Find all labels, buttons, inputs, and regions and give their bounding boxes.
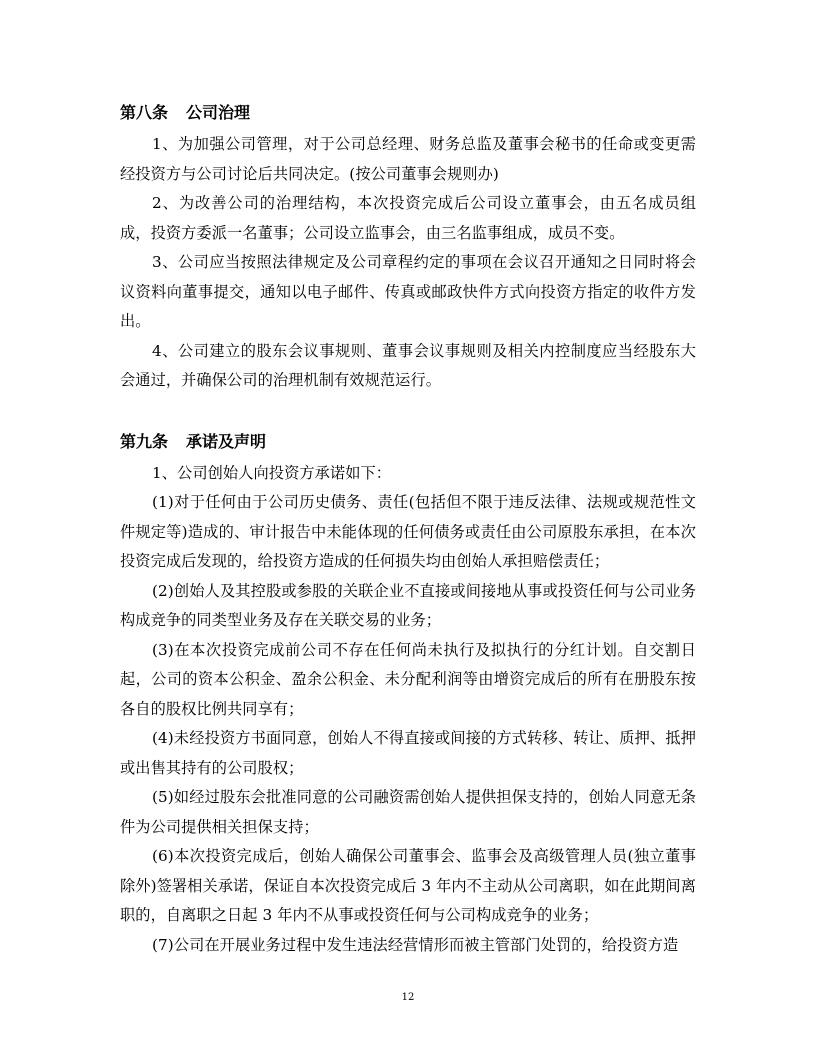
paragraph: 1、为加强公司管理，对于公司总经理、财务总监及董事会秘书的任命或变更需经投资方与公司讨论后共同决定。(按公司董事会规则办)	[120, 135, 696, 183]
paragraph: (2)创始人及其控股或参股的关联企业不直接或间接地从事或投资任何与公司业务构成竞争的同类型业务及存在关联交易的业务；	[120, 581, 696, 629]
section-heading-9	[120, 425, 696, 459]
paragraph: (7)公司在开展业务过程中发生违法经营情形而被主管部门处罚的，给投资方造	[152, 935, 679, 954]
paragraph: 1、公司创始人向投资方承诺如下：	[152, 463, 392, 482]
paragraph: 2、为改善公司的治理结构，本次投资完成后公司设立董事会，由五名成员组成，投资方委派一名董事；公司设立监事会，由三名监事组成，成员不变。	[120, 194, 696, 242]
section-title: 承诺及声明	[186, 431, 267, 451]
paragraph: (4)未经投资方书面同意，创始人不得直接或间接的方式转移、转让、质押、抵押或出售其持有的公司股权；	[120, 729, 696, 777]
paragraph: 4、公司建立的股东会议事规则、董事会议事规则及相关内控制度应当经股东大会通过，并确保公司的治理机制有效规范运行。	[120, 341, 696, 389]
paragraph: (5)如经过股东会批准同意的公司融资需创始人提供担保支持的，创始人同意无条件为公司提供相关担保支持；	[120, 788, 696, 836]
section-number: 第八条	[120, 103, 169, 122]
paragraph: (1)对于任何由于公司历史债务、责任(包括但不限于违反法律、法规或规范性文件规定等)造成的、审计报告中未能体现的任何债务或责任由公司原股东承担，在本次投资完成后发现的，给投资方造成的任何损失均由创始人承担赔偿责任；	[120, 493, 696, 570]
page-number: 12	[401, 992, 415, 1003]
paragraph: 3、公司应当按照法律规定及公司章程约定的事项在会议召开通知之日同时将会议资料向董事提交，通知以电子邮件、传真或邮政快件方式向投资方指定的收件方发出。	[120, 253, 696, 330]
paragraph: (3)在本次投资完成前公司不存在任何尚未执行及拟执行的分红计划。自交割日起，公司的资本公积金、盈余公积金、未分配利润等由增资完成后的所有在册股东按各自的股权比例共同享有；	[120, 640, 696, 718]
paragraph: (6)本次投资完成后，创始人确保公司董事会、监事会及高级管理人员(独立董事除外)签署相关承诺，保证自本次投资完成后 3 年内不主动从公司离职，如在此期间离职的，自离职之日起 3 年内不从事或投资任何与公司构成竞争的业务；	[120, 847, 696, 924]
section-gap	[120, 396, 696, 425]
section-title: 公司治理	[186, 103, 251, 122]
document-body	[120, 96, 696, 960]
section-heading-8	[120, 96, 696, 130]
section-number: 第九条	[120, 431, 169, 451]
